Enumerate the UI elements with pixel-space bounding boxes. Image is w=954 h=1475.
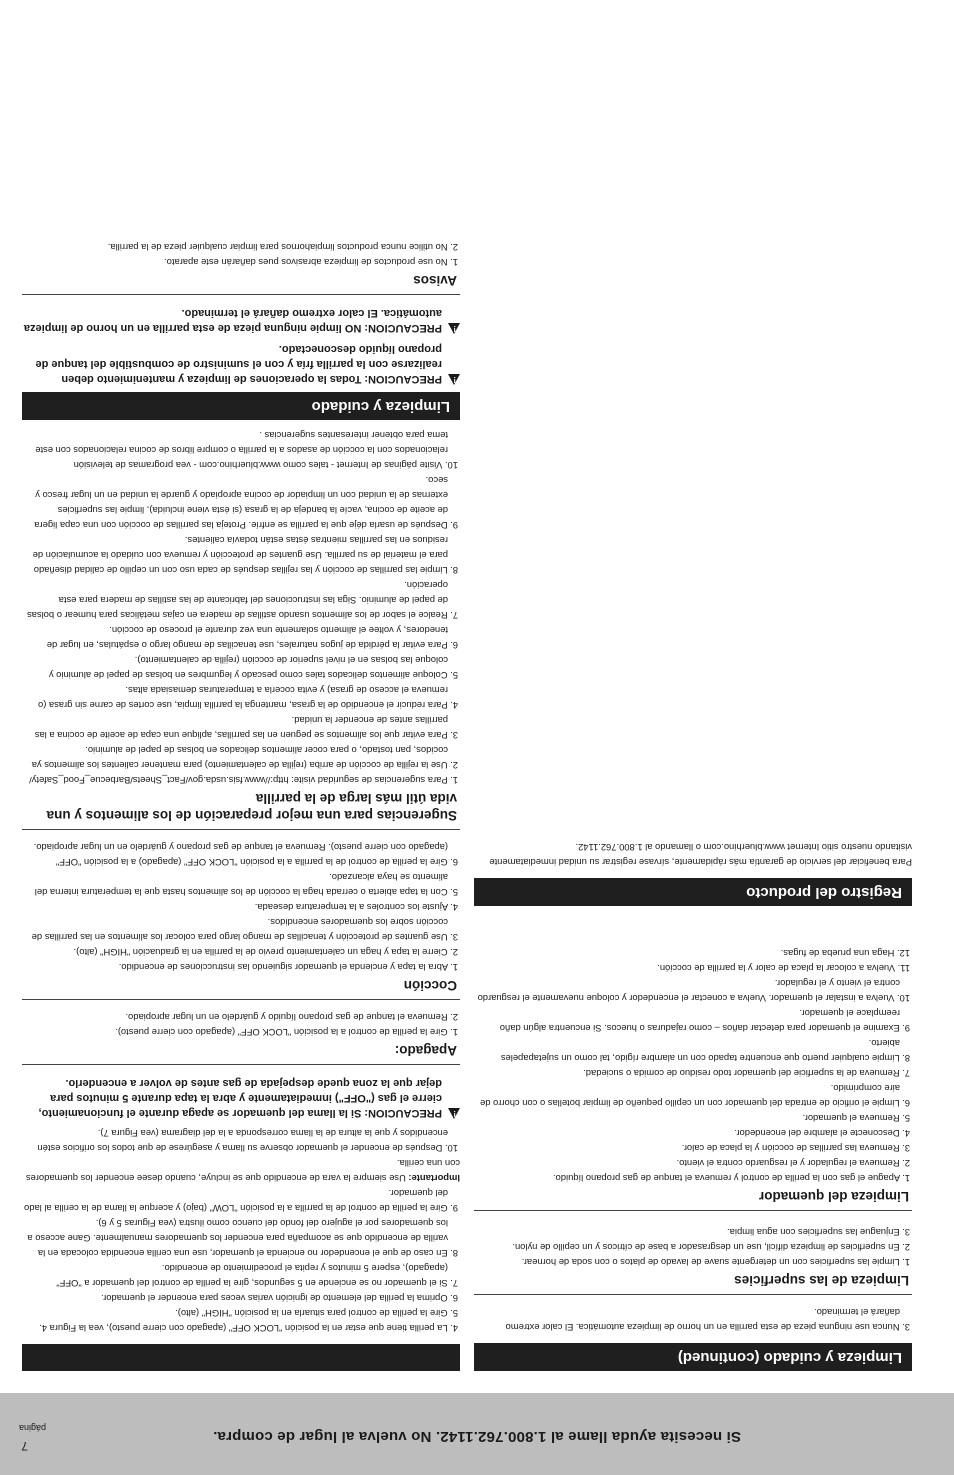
list-item: 4. Para reducir el encendido de la grasa, mantenga la parrilla limpia, use cortes de carne sin grasa (o remueva el acceso de grasa) y evita cocerla a temperaturas demasiada altas. <box>37 685 458 712</box>
list-item: 10. Después de encender el quemador observe su llama y asegúrese de que todos los orificios estén encendidos y que la altura de la llama corresponda a la del diagrama (vea Figura 7). <box>37 1128 458 1154</box>
right-column <box>22 240 460 1371</box>
caution-cleaning <box>22 341 460 386</box>
list-item: 9. Después de usarla déje que la parrilla se enfríe. Proteja las parrillas de cocción con una capa ligera de aceite de cocina, vacíe la bandeja de la grasa (si ésta viene incluida), limpie las superficies externas de la unidad con un limpiador de cocina apropiado y guarde la unidad en un lugar fresco y seco. <box>34 475 458 532</box>
section-title-care: Limpieza y cuidado <box>22 392 460 420</box>
caution-cleaning-text: PRECAUCION: Todas la operaciones de limpieza y mantenimiento deben realizarse con la parrilla fría y con el suministro de combustible del tanque de propano líquido desconectado. <box>35 343 442 386</box>
list-item: 4. Ajuste los controles a la temperatura deseada. <box>254 901 458 913</box>
list-item: 4. La perilla tiene que estar en la posición "LOCK OFF" (apagado con cierre puesto), vea la Figura 4. <box>39 1323 458 1334</box>
list-item: 5. Con la tapa abierta o cerrada haga la cocción de los alimentos hasta que la temperatura interna del alimento se haya alcanzado. <box>34 871 458 898</box>
section-title-registration: Registro del producto <box>474 878 912 906</box>
list-item: 6. Limpie el orificio de entrada del quemador con un cepillo pequeño de limpiar botellas o con chorro de aire comprimido. <box>480 1082 910 1109</box>
page-footer <box>0 1393 954 1475</box>
list-item: 1. No use productos de limpieza abrasivos pues dañarán este aparato. <box>164 257 458 269</box>
list-item: 3. Use guantes de protección y tenacillas de mango largo para colocar los alimentos en las parrillas de cocción sobre los quemadores encendidos. <box>31 916 458 943</box>
list-item: 10. Visite páginas de Internet - tales como www.bluerhino.com - vea programas de televisión relacionados con la cocción de asados a la parrilla o compre libros de cocina relacionados con este tema para obtener interesantes sugerencias . <box>35 430 458 472</box>
list-item: 12. Haga una prueba de fugas. <box>780 947 910 959</box>
help-line: Si necesita ayuda llame al 1.800.762.1142. No vuelva al lugar de compra. <box>213 1428 742 1445</box>
list-item: 5. Gire la perilla de control para situarla en la posición "HIGH" (alto). <box>175 1308 458 1319</box>
list-item: 5. Coloque alimentos delicados tales como pescado y legumbres en bolsas de papel de aluminio y coloque las bolsas en el nivel superior de cocción (rejilla de calentamiento). <box>48 655 458 682</box>
list-item: 8. Limpie cualquier puerto que encuentre tapado con un alambre rígido, tal como un sujetapapeles abierto. <box>500 1037 910 1064</box>
list-item: 7. Remueva de la superficie del quemador todo residuo de comida o suciedad. <box>583 1067 910 1079</box>
list-item: 2. Use la rejilla de cocción de arriba (rejilla de calentamiento) para mantener calientes los alimentos ya cocidos, pan tostado, o para cocer alimentos delicados en bolsas de papel de aluminio. <box>31 745 458 772</box>
caution-burner <box>22 1075 460 1120</box>
heading-burner: Limpieza del quemador <box>474 1186 912 1211</box>
list-item: 1. Apague el gas con la perilla de control y remueva el tanque de gas propano líquido. <box>552 1172 910 1184</box>
heading-warnings: Avisos <box>22 270 460 295</box>
list-item: 6. Gire la perilla de control de la parrilla a la posición "LOCK OFF" (apagado) a la posición "OFF" (apagado con cierre puesto). Remueva el tanque de gas propano y guárdelo en un lugar apropiado. <box>33 841 458 868</box>
section-bar <box>22 1344 460 1371</box>
list-item: 3. Nunca use ninguna pieza de esta parrilla en un horno de limpieza automática. El calor extremo dañará el terminado. <box>505 1307 910 1333</box>
list-item: 8. Limpie las parrillas de cocción y las rejillas después de cada uso con un cepillo de calidad diseñado para el material de su parrilla. Use guantes de protección y remueva con cuidado la acumulación de residuos en las parrillas mientras éstas están todavía calientes. <box>32 535 458 577</box>
list-item: 1. Para sugerencias de seguridad visite: http://www.fsis.usda.gov/Fact_Sheets/Barbecue_Food_Safety/ <box>29 775 458 787</box>
list-item: 2. Cierre la tapa y haga un calentamiento previo de la parrilla en la graduación "HIGH" (alto). <box>73 946 458 958</box>
warning-icon <box>448 374 460 385</box>
list-item: 2. En superficies de limpieza difícil, use un desgrasador a base de cítricos y un cepillo de nylon. <box>512 1241 910 1253</box>
important-note <box>22 1156 460 1186</box>
warning-icon <box>448 1108 460 1119</box>
section-title-care-continued: Limpieza y cuidado (continued) <box>474 1343 912 1371</box>
list-item: 3. Remueva las parrillas de cocción y la placa de calor. <box>681 1142 910 1154</box>
list-item: 8. En caso de que el encendedor no encienda el quemador, use una cerilla encendida colocada en la varilla de encendido que se acompaña para encender los quemadores manualmente. Gane acceso a los quemadores por el agujero del fondo del cuenco como ilustra (vea Figuras 5 y 6). <box>27 1218 458 1259</box>
important-label: Importante: <box>408 1173 460 1184</box>
heading-cooking: Cocción <box>22 975 460 1000</box>
list-item: 2. Remueva el tanque de gas propano líquido y guárdelo en un lugar apropiado. <box>125 1011 458 1023</box>
list-item: 3. Para evitar que los alimentos se peguen en las parrillas, aplique una capa de aceite de cocina a las parrillas antes de encender la unidad. <box>34 715 458 742</box>
heading-surfaces: Limpieza de las superficies <box>474 1270 912 1295</box>
important-text: Use siempre la vara de encendido que se incluye, cuando desee encender los quemadores con una cerilla. <box>25 1158 460 1184</box>
list-item: 4. Desconecte el alambre del encendedor. <box>734 1127 910 1139</box>
list-item: 3. Enjuague las superficies con agua limpia. <box>727 1226 910 1238</box>
list-item: 9. Gire la perilla de control de la parrilla a la posición "LOW" (bajo) y acerque la llama de la cerilla al lado del quemador. <box>24 1188 458 1214</box>
caution-oven <box>22 305 460 335</box>
caution-burner-text: PRECAUCION: Si la llama del quemador se apaga durante el funcionamiento, cierre el gas ("OFF") inmediatamente y abra la tapa durante 5 minutos para dejar que la zona quede despejada de gas antes de volver a encenderlo. <box>38 1077 442 1119</box>
list-item: 5. Remueva el quemador. <box>802 1112 910 1124</box>
list-item: 2. Remueva el regulador y el resguardo contra el viento. <box>676 1157 910 1169</box>
warning-icon <box>448 323 460 334</box>
list-item: 1. Gire la perilla de control a la posición "LOCK OFF" (apagado con cierre puesto). <box>115 1026 458 1038</box>
list-item: 9. Examine el quemador para detectar daños – como rajaduras o huecos. Si encuentra algún daño reemplace el quemador. <box>499 1007 910 1034</box>
list-item: 7. Si el quemador no se enciende en 5 segundos, gire la perilla de control del quemador a "OFF" (apagado), espere 5 minutos y repita el procedimiento de encendido. <box>56 1263 458 1289</box>
list-item: 10. Vuelva a instalar el quemador. Vuelva a conectar el encendedor y coloque nuevamente el resguardo contra el viento y el regulador. <box>477 977 910 1004</box>
list-item: 1. Abra la tapa y encienda el quemador siguiendo las instrucciones de encendido. <box>118 961 458 973</box>
list-item: 11. Vuelva a colocar la placa de calor y la parrilla de cocción. <box>657 962 910 974</box>
registration-text: Para beneficiar del servicio de garantía más rápidamente, sírvase registrar su unidad inmediatamente visitando nuestro sitio Internet www.bluerhino.com o llamando al 1.800.762.1142. <box>489 841 912 868</box>
list-item: 1. Limpie las superficies con un detergente suave de lavado de platos o con soda de hornear. <box>521 1256 910 1268</box>
list-item: 6. Para evitar la pérdida de jugos naturales, use tenacillas de mango largo o espátulas, en lugar de tenedores, y voltee el alimento solamente una vez durante el proceso de cocción. <box>46 625 458 652</box>
caution-oven-text: PRECAUCION: NO limpie ninguna pieza de esta parrilla en un horno de limpieza automática. El calor extremo dañará el terminado. <box>23 307 442 335</box>
list-item: 6. Oprima la perilla del elemento de ignición varias veces para encender el quemador. <box>101 1293 458 1304</box>
heading-tips: Sugerencias para una mejor preparación de los alimentos y una vida útil más larga de la parrilla <box>22 788 460 829</box>
page-number: 7 <box>21 1439 28 1453</box>
page-label: página <box>18 1423 46 1433</box>
list-item: 2. No utilice nunca productos limpiahornos para limpiar cualquier pieza de la parrilla. <box>107 242 458 254</box>
heading-shutdown: Apagado: <box>22 1040 460 1065</box>
list-item: 7. Realce el sabor de los alimentos usando astillas de madera en cajas metálicas para humear o bolsas de papel de aluminio. Siga las instrucciones del fabricante de las astillas de madera para esta operación. <box>27 580 458 622</box>
left-column <box>474 840 912 1371</box>
